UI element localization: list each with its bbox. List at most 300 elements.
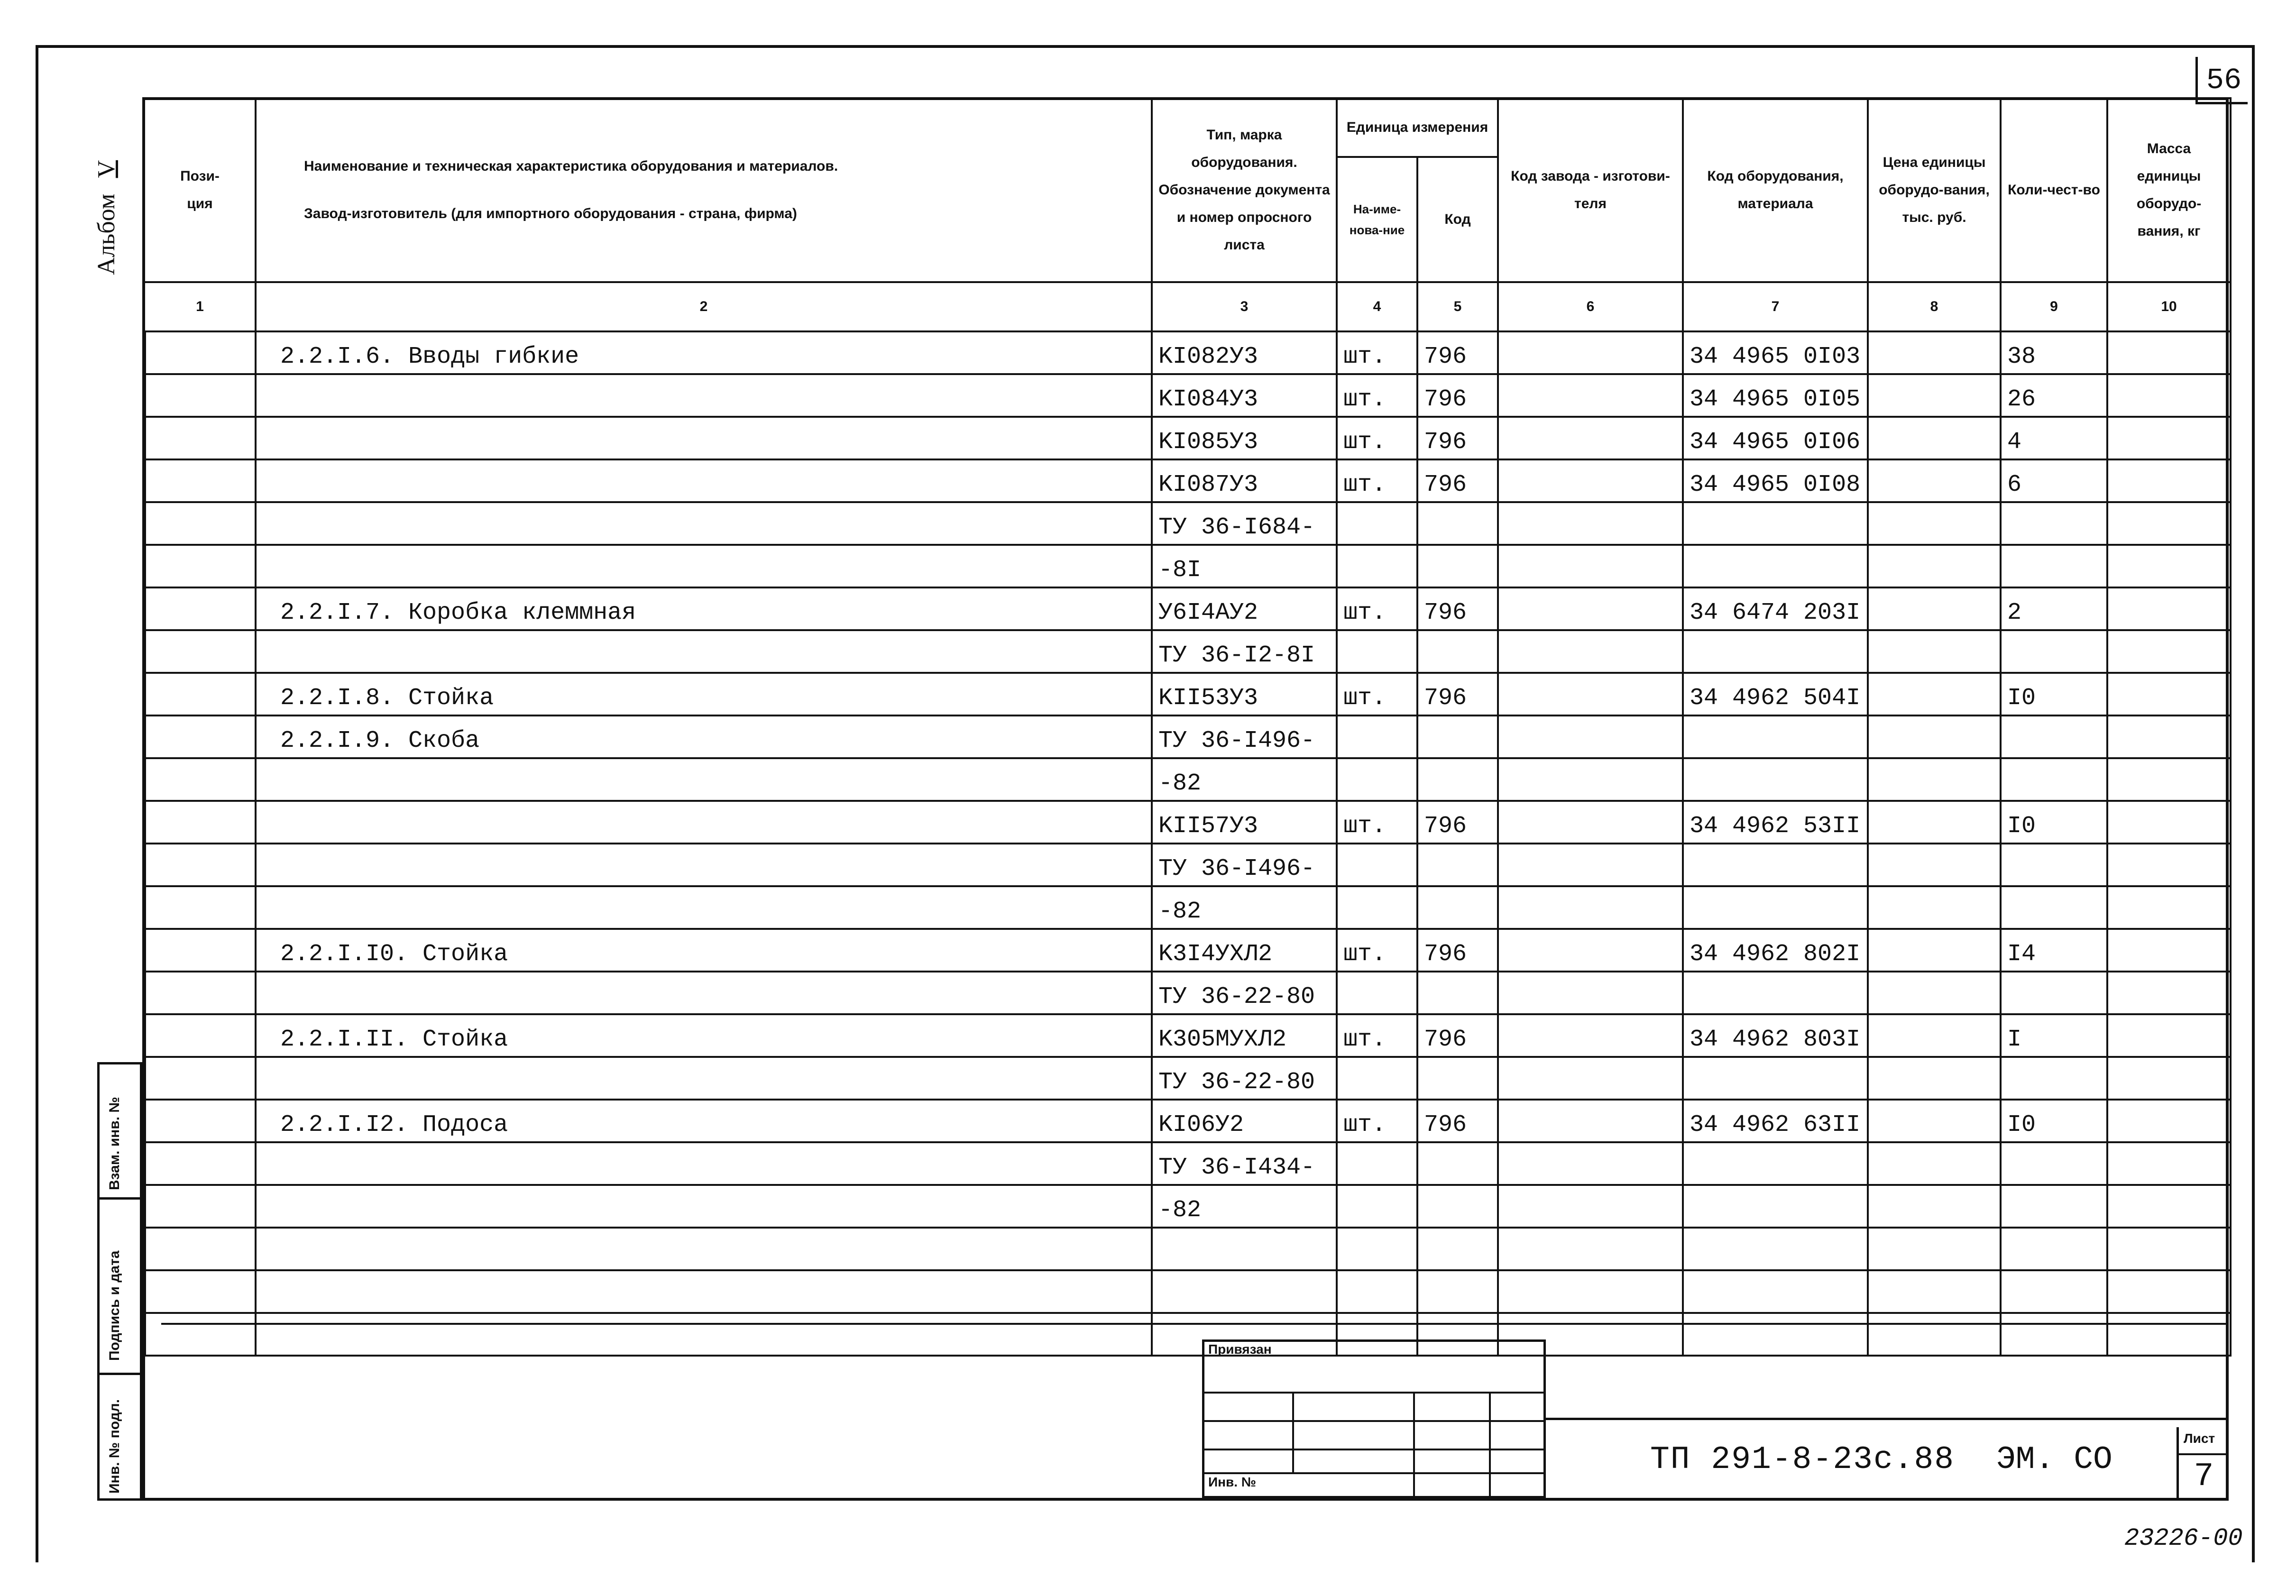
cell-unit-code: 796 (1417, 587, 1498, 630)
cell-quantity (2001, 1313, 2107, 1356)
cell-type: -82 (1152, 1185, 1337, 1228)
cell-equipment-code: 34 4962 803I (1683, 1014, 1868, 1057)
cell-position (144, 972, 256, 1014)
cell-equipment-code (1683, 1313, 1868, 1356)
table-row (144, 715, 2231, 758)
cell-mass (2107, 1228, 2231, 1270)
cell-price (1868, 1100, 2001, 1142)
sheet-label: Лист (2184, 1431, 2215, 1446)
cell-position (144, 545, 256, 587)
cell-unit-code: 796 (1417, 1100, 1498, 1142)
cell-unit: шт. (1337, 673, 1417, 715)
cell-type (1152, 1228, 1337, 1270)
album-number: V (93, 160, 120, 178)
cell-equipment-code: 34 4962 504I (1683, 673, 1868, 715)
cell-type: KI082У3 (1152, 331, 1337, 374)
cell-price (1868, 1185, 2001, 1228)
cell-unit: шт. (1337, 801, 1417, 844)
cell-unit (1337, 545, 1417, 587)
cell-type: ТУ 36-I434- (1152, 1142, 1337, 1185)
cell-type: K305МУХЛ2 (1152, 1014, 1337, 1057)
cell-name (256, 630, 1152, 673)
cell-equipment-code: 34 4965 0I06 (1683, 417, 1868, 459)
cell-unit-code (1417, 1057, 1498, 1100)
cell-price (1868, 459, 2001, 502)
cell-price (1868, 1014, 2001, 1057)
cell-position (144, 459, 256, 502)
cell-quantity: I0 (2001, 1100, 2107, 1142)
privyazan-line-4 (1202, 1472, 1546, 1474)
cell-position (144, 758, 256, 801)
cell-mass (2107, 929, 2231, 972)
cell-quantity (2001, 844, 2107, 886)
cell-name (256, 1142, 1152, 1185)
table-row (144, 673, 2231, 715)
cell-unit-code (1417, 1142, 1498, 1185)
cell-plant-code (1498, 972, 1683, 1014)
cell-plant-code (1498, 374, 1683, 417)
header-unit-code: Код (1417, 157, 1498, 282)
cell-plant-code (1498, 1270, 1683, 1313)
cell-unit (1337, 1057, 1417, 1100)
cell-equipment-code (1683, 886, 1868, 929)
cell-quantity (2001, 886, 2107, 929)
cell-mass (2107, 374, 2231, 417)
column-number: 8 (1868, 282, 2001, 331)
cell-unit (1337, 502, 1417, 545)
cell-plant-code (1498, 758, 1683, 801)
cell-plant-code (1498, 1057, 1683, 1100)
cell-type: ТУ 36-I2-8I (1152, 630, 1337, 673)
frame-right-line (2252, 45, 2255, 1562)
column-number: 2 (256, 282, 1152, 331)
cell-plant-code (1498, 545, 1683, 587)
cell-equipment-code (1683, 1057, 1868, 1100)
sheet-number-divider (2177, 1453, 2229, 1455)
cell-mass (2107, 1270, 2231, 1313)
cell-mass (2107, 587, 2231, 630)
cell-plant-code (1498, 715, 1683, 758)
cell-unit-code (1417, 758, 1498, 801)
cell-mass (2107, 844, 2231, 886)
cell-name (256, 1228, 1152, 1270)
cell-price (1868, 673, 2001, 715)
cell-unit: шт. (1337, 587, 1417, 630)
table-row (144, 459, 2231, 502)
cell-type: ТУ 36-I684- (1152, 502, 1337, 545)
cell-unit (1337, 758, 1417, 801)
cell-unit: шт. (1337, 459, 1417, 502)
cell-position (144, 630, 256, 673)
column-number: 7 (1683, 282, 1868, 331)
cell-price (1868, 1270, 2001, 1313)
cell-price (1868, 1057, 2001, 1100)
cell-mass (2107, 1100, 2231, 1142)
cell-type: -82 (1152, 886, 1337, 929)
cell-plant-code (1498, 673, 1683, 715)
cell-type (1152, 1270, 1337, 1313)
cell-type: KII57У3 (1152, 801, 1337, 844)
table-row (144, 1313, 2231, 1356)
cell-unit-code: 796 (1417, 1014, 1498, 1057)
cell-type: -82 (1152, 758, 1337, 801)
cell-position (144, 374, 256, 417)
cell-plant-code (1498, 886, 1683, 929)
cell-equipment-code (1683, 758, 1868, 801)
cell-plant-code (1498, 630, 1683, 673)
cell-price (1868, 417, 2001, 459)
table-row (144, 331, 2231, 374)
cell-type: KI084У3 (1152, 374, 1337, 417)
cell-unit-code (1417, 1185, 1498, 1228)
cell-price (1868, 502, 2001, 545)
cell-mass (2107, 758, 2231, 801)
cell-unit-code (1417, 715, 1498, 758)
column-number: 1 (144, 282, 256, 331)
header-name: Наименование и техническая характеристика оборудования и материалов. Завод-изготовитель (для импортного оборудования - страна, фирма) (256, 98, 1152, 282)
table-row (144, 844, 2231, 886)
cell-position (144, 1142, 256, 1185)
sheet-number: 7 (2194, 1458, 2214, 1495)
cell-plant-code (1498, 929, 1683, 972)
cell-unit-code (1417, 630, 1498, 673)
cell-position (144, 1313, 256, 1356)
stamp-podpis-data: Подпись и дата (107, 1250, 122, 1361)
cell-type: KI06У2 (1152, 1100, 1337, 1142)
cell-mass (2107, 1313, 2231, 1356)
cell-position (144, 417, 256, 459)
cell-name (256, 417, 1152, 459)
cell-type: ТУ 36-I496- (1152, 844, 1337, 886)
cell-mass (2107, 673, 2231, 715)
column-number: 3 (1152, 282, 1337, 331)
cell-plant-code (1498, 1228, 1683, 1270)
cell-name (256, 502, 1152, 545)
cell-type: ТУ 36-I496- (1152, 715, 1337, 758)
table-row (144, 545, 2231, 587)
table-body (144, 282, 2231, 1356)
corner-number: 56 (2206, 64, 2242, 97)
table-row (144, 1014, 2231, 1057)
privyazan-vline-3 (1489, 1392, 1491, 1498)
table-row (144, 929, 2231, 972)
cell-unit-code: 796 (1417, 374, 1498, 417)
cell-name (256, 972, 1152, 1014)
cell-mass (2107, 1014, 2231, 1057)
cell-equipment-code (1683, 630, 1868, 673)
cell-name: 2.2.I.9. Скоба (256, 715, 1152, 758)
cell-plant-code (1498, 1185, 1683, 1228)
cell-plant-code (1498, 801, 1683, 844)
privyazan-vline-1 (1292, 1392, 1294, 1472)
cell-name (256, 545, 1152, 587)
cell-equipment-code (1683, 1185, 1868, 1228)
cell-equipment-code: 34 4965 0I03 (1683, 331, 1868, 374)
privyazan-line-2 (1202, 1420, 1546, 1422)
cell-unit-code: 796 (1417, 929, 1498, 972)
cell-price (1868, 1228, 2001, 1270)
column-numbers-row (144, 282, 2231, 331)
cell-equipment-code (1683, 1270, 1868, 1313)
cell-name: 2.2.I.8. Стойка (256, 673, 1152, 715)
cell-type: У6I4АУ2 (1152, 587, 1337, 630)
header-plant-code: Код завода - изготови-теля (1498, 98, 1683, 282)
cell-unit (1337, 972, 1417, 1014)
cell-price (1868, 1142, 2001, 1185)
cell-plant-code (1498, 459, 1683, 502)
cell-quantity (2001, 972, 2107, 1014)
table-row (144, 801, 2231, 844)
cell-quantity (2001, 502, 2107, 545)
cell-quantity: I0 (2001, 801, 2107, 844)
cell-price (1868, 801, 2001, 844)
cell-position (144, 715, 256, 758)
footer-number: 23226-00 (2124, 1524, 2243, 1552)
cell-quantity: 2 (2001, 587, 2107, 630)
cell-equipment-code: 34 6474 203I (1683, 587, 1868, 630)
header-type: Тип, марка оборудования. Обозначение документа и номер опросного листа (1152, 98, 1337, 282)
cell-mass (2107, 801, 2231, 844)
cell-quantity (2001, 1185, 2107, 1228)
cell-name (256, 1270, 1152, 1313)
cell-equipment-code (1683, 1228, 1868, 1270)
column-number: 6 (1498, 282, 1683, 331)
cell-type: -8I (1152, 545, 1337, 587)
table-row (144, 502, 2231, 545)
column-number: 5 (1417, 282, 1498, 331)
cell-unit-code: 796 (1417, 331, 1498, 374)
cell-type: KI087У3 (1152, 459, 1337, 502)
cell-quantity (2001, 1057, 2107, 1100)
table-row (144, 1185, 2231, 1228)
cell-equipment-code: 34 4962 63II (1683, 1100, 1868, 1142)
cell-type: ТУ 36-22-80 (1152, 1057, 1337, 1100)
header-unit-name: На-име-нова-ние (1337, 157, 1417, 282)
cell-unit-code: 796 (1417, 801, 1498, 844)
cell-unit (1337, 886, 1417, 929)
cell-price (1868, 886, 2001, 929)
cell-quantity (2001, 1270, 2107, 1313)
title-block-separator (161, 1323, 2229, 1325)
cell-position (144, 886, 256, 929)
cell-price (1868, 715, 2001, 758)
cell-position (144, 1014, 256, 1057)
cell-quantity (2001, 715, 2107, 758)
table-row (144, 1142, 2231, 1185)
privyazan-line-3 (1202, 1449, 1546, 1450)
cell-price (1868, 630, 2001, 673)
cell-name (256, 758, 1152, 801)
cell-quantity (2001, 758, 2107, 801)
cell-mass (2107, 331, 2231, 374)
cell-price (1868, 587, 2001, 630)
cell-equipment-code (1683, 972, 1868, 1014)
cell-plant-code (1498, 331, 1683, 374)
cell-quantity (2001, 545, 2107, 587)
cell-price (1868, 374, 2001, 417)
cell-position (144, 331, 256, 374)
cell-position (144, 1228, 256, 1270)
table-row (144, 417, 2231, 459)
cell-equipment-code (1683, 844, 1868, 886)
cell-quantity: 26 (2001, 374, 2107, 417)
cell-quantity (2001, 1142, 2107, 1185)
cell-unit: шт. (1337, 374, 1417, 417)
cell-equipment-code: 34 4962 53II (1683, 801, 1868, 844)
cell-name (256, 1185, 1152, 1228)
table-row (144, 630, 2231, 673)
cell-unit: шт. (1337, 1014, 1417, 1057)
cell-equipment-code (1683, 545, 1868, 587)
cell-type: KI085У3 (1152, 417, 1337, 459)
header-price: Цена единицы оборудо-вания, тыс. руб. (1868, 98, 2001, 282)
cell-price (1868, 545, 2001, 587)
cell-price (1868, 844, 2001, 886)
cell-position (144, 587, 256, 630)
document-code: ТП 291-8-23с.88 (1650, 1441, 1955, 1478)
frame-left-line (36, 45, 38, 1562)
table-row (144, 972, 2231, 1014)
cell-plant-code (1498, 417, 1683, 459)
cell-quantity: I (2001, 1014, 2107, 1057)
cell-mass (2107, 459, 2231, 502)
cell-unit: шт. (1337, 417, 1417, 459)
cell-mass (2107, 972, 2231, 1014)
stamp-vzam-inv: Взам. инв. № (107, 1097, 122, 1190)
cell-name (256, 374, 1152, 417)
cell-equipment-code: 34 4965 0I08 (1683, 459, 1868, 502)
header-equipment-code: Код оборудования, материала (1683, 98, 1868, 282)
table-row (144, 1270, 2231, 1313)
cell-position (144, 1057, 256, 1100)
table-row (144, 374, 2231, 417)
cell-mass (2107, 1057, 2231, 1100)
cell-position (144, 673, 256, 715)
cell-unit-code (1417, 972, 1498, 1014)
cell-quantity (2001, 630, 2107, 673)
cell-mass (2107, 1142, 2231, 1185)
cell-name (256, 1057, 1152, 1100)
header-unit: Единица измерения (1337, 98, 1498, 157)
cell-unit-code: 796 (1417, 417, 1498, 459)
cell-mass (2107, 1185, 2231, 1228)
cell-plant-code (1498, 1142, 1683, 1185)
cell-unit (1337, 844, 1417, 886)
cell-equipment-code (1683, 502, 1868, 545)
cell-plant-code (1498, 587, 1683, 630)
cell-equipment-code (1683, 1142, 1868, 1185)
cell-plant-code (1498, 502, 1683, 545)
header-position: Пози- ция (144, 98, 256, 282)
cell-unit (1337, 715, 1417, 758)
table-row (144, 886, 2231, 929)
header-mass: Масса единицы оборудо-вания, кг (2107, 98, 2231, 282)
cell-unit: шт. (1337, 331, 1417, 374)
cell-position (144, 844, 256, 886)
cell-quantity: I4 (2001, 929, 2107, 972)
cell-name (256, 886, 1152, 929)
cell-unit-code (1417, 844, 1498, 886)
cell-position (144, 801, 256, 844)
cell-position (144, 1270, 256, 1313)
inv-no-label: Инв. № (1208, 1475, 1257, 1489)
column-number: 4 (1337, 282, 1417, 331)
table-row (144, 1228, 2231, 1270)
table-row (144, 758, 2231, 801)
header-row-1 (144, 98, 2231, 157)
cell-unit-code (1417, 1228, 1498, 1270)
cell-unit: шт. (1337, 1100, 1417, 1142)
cell-quantity: 4 (2001, 417, 2107, 459)
cell-name (256, 1313, 1152, 1356)
table-row (144, 1100, 2231, 1142)
cell-price (1868, 331, 2001, 374)
cell-type: K3I4УХЛ2 (1152, 929, 1337, 972)
cell-name: 2.2.I.II. Стойка (256, 1014, 1152, 1057)
column-number: 10 (2107, 282, 2231, 331)
cell-unit-code (1417, 886, 1498, 929)
cell-mass (2107, 545, 2231, 587)
cell-position (144, 1185, 256, 1228)
cell-mass (2107, 502, 2231, 545)
cell-quantity: I0 (2001, 673, 2107, 715)
cell-unit (1337, 1270, 1417, 1313)
cell-name (256, 801, 1152, 844)
cell-unit (1337, 1142, 1417, 1185)
column-number: 9 (2001, 282, 2107, 331)
cell-unit-code (1417, 502, 1498, 545)
privyazan-line-1 (1202, 1392, 1546, 1394)
cell-position (144, 502, 256, 545)
cell-unit-code (1417, 545, 1498, 587)
cell-unit (1337, 630, 1417, 673)
cell-name: 2.2.I.6. Вводы гибкие (256, 331, 1152, 374)
album-label (92, 160, 120, 275)
cell-unit (1337, 1185, 1417, 1228)
cell-name: 2.2.I.I2. Подоса (256, 1100, 1152, 1142)
cell-quantity (2001, 1228, 2107, 1270)
cell-mass (2107, 630, 2231, 673)
cell-plant-code (1498, 1014, 1683, 1057)
cell-price (1868, 758, 2001, 801)
cell-mass (2107, 715, 2231, 758)
specification-table (142, 97, 2232, 1357)
cell-unit-code (1417, 1270, 1498, 1313)
cell-name (256, 459, 1152, 502)
table-row (144, 587, 2231, 630)
cell-position (144, 1100, 256, 1142)
privyazan-label: Привязан (1208, 1342, 1272, 1357)
cell-price (1868, 972, 2001, 1014)
cell-type: KII53У3 (1152, 673, 1337, 715)
cell-unit-code: 796 (1417, 459, 1498, 502)
cell-equipment-code (1683, 715, 1868, 758)
album-label-text: Альбом (93, 193, 120, 275)
cell-type: ТУ 36-22-80 (1152, 972, 1337, 1014)
cell-quantity: 6 (2001, 459, 2107, 502)
header-quantity: Коли-чест-во (2001, 98, 2107, 282)
cell-price (1868, 1313, 2001, 1356)
cell-mass (2107, 417, 2231, 459)
table-row (144, 1057, 2231, 1100)
stamp-inv-podl: Инв. № подл. (107, 1399, 122, 1494)
cell-mass (2107, 886, 2231, 929)
cell-unit (1337, 1228, 1417, 1270)
cell-name: 2.2.I.I0. Стойка (256, 929, 1152, 972)
frame-top-line (36, 45, 2255, 48)
document-mark: ЭМ. СО (1996, 1441, 2112, 1478)
cell-name (256, 844, 1152, 886)
